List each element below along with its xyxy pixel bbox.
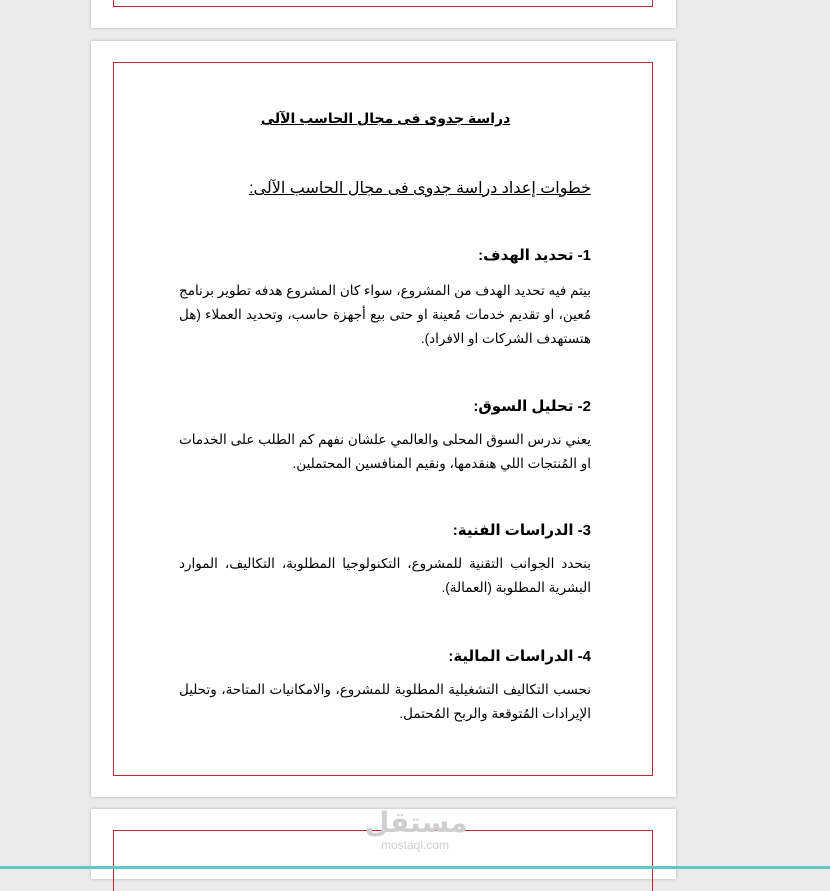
section-heading-financial: 4- الدراسات المالية: <box>448 648 591 665</box>
section-body-goal: بيتم فيه تحديد الهدف من المشروع، سواء كان المشروع هدفه تطوير برنامج مُعين، او تقديم خدمات مُعينة او حتى بيع أجهزة حاسب، وتحديد العملاء (هل هتستهدف الشركات او الافراد). <box>179 283 591 346</box>
document-title: دراسة جدوى فى مجال الحاسب الآلى <box>260 110 511 126</box>
section-heading-technical: 3- الدراسات الفنية: <box>452 522 591 539</box>
section-body-financial: نحسب التكاليف التشغيلية المطلوبة للمشروع، والامكانيات المتاحة، وتحليل الإيرادات المُتوقعة والربح المُحتمل. <box>179 682 591 721</box>
page-border <box>113 62 653 776</box>
page-border <box>113 0 653 7</box>
document-subtitle: خطوات إعداد دراسة جدوى فى مجال الحاسب الآلى: <box>249 180 591 197</box>
watermark-site: mostaql.com <box>380 838 450 852</box>
section-heading-goal: 1- تحديد الهدف: <box>478 247 591 264</box>
previous-page <box>91 0 676 28</box>
section-body-technical: بنحدد الجوانب التقنية للمشروع، التكنولوجيا المطلوبة، التكاليف، الموارد البشرية المطلوبة (العمالة). <box>179 556 591 595</box>
section-body-market: يعني ندرس السوق المحلى والعالمي علشان نفهم كم الطلب على الخدمات او المُنتجات اللي هنقدمها، ونقيم المنافسين المحتملين. <box>179 432 591 471</box>
section-heading-market: 2- تحليل السوق: <box>473 398 591 415</box>
watermark <box>365 807 468 852</box>
watermark-logo: مستقل <box>365 807 468 838</box>
